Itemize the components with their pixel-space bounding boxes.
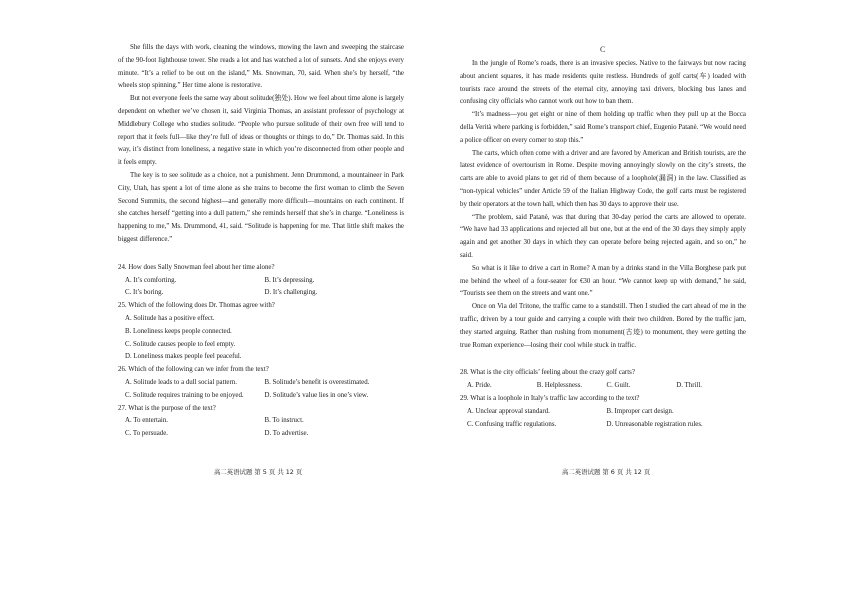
passage-paragraph: Once on Via del Tritone, the traffic came to a standstill. Then I studied the cart ahead of me in the traffic, driven by a tour guide and carrying a couple with their two children. Bored by the traffic jam, they started arguing. Rather than rushing from monument(古迹) to monument, they were getting the true Roman experience—losing their cool while stuck in traffic. bbox=[460, 303, 746, 349]
option-d[interactable]: D. To advertise. bbox=[264, 430, 309, 438]
question-stem: 25. Which of the following does Dr. Thomas agree with? bbox=[118, 302, 275, 310]
option-a[interactable]: A. Solitude leads to a dull social pattern. bbox=[125, 378, 237, 386]
passage-paragraph: The carts, which often come with a driver and are favored by American and British tourists, are the latest evidence of overtourism in Rome. Despite moving annoyingly slowly on the city’s streets, the carts are able to avoid plans to get rid of them because of a loophole(漏洞) in the law. Classified as “non-typical vehicles” under Article 59 of the Italian Highway Code, the golf carts must be registered by their operators at the town hall, which then has 30 days to approve their use. bbox=[460, 149, 746, 208]
question-27 bbox=[118, 403, 404, 441]
option-b[interactable]: B. Improper cart design. bbox=[606, 407, 674, 415]
page-footer: 高二英语试题 第 6 页 共 12 页 bbox=[562, 468, 651, 476]
page-5 bbox=[118, 42, 404, 441]
option-c[interactable]: C. Solitude causes people to feel empty. bbox=[125, 340, 236, 348]
question-28 bbox=[460, 367, 746, 393]
option-d[interactable]: D. Loneliness makes people feel peaceful. bbox=[125, 353, 242, 361]
option-b[interactable]: B. To instruct. bbox=[264, 417, 304, 425]
option-b[interactable]: B. Loneliness keeps people connected. bbox=[125, 327, 232, 335]
option-b[interactable]: B. Helplessness. bbox=[536, 382, 583, 390]
option-c[interactable]: C. Guilt. bbox=[606, 382, 631, 390]
question-stem: 29. What is a loophole in Italy’s traffic law according to the text? bbox=[460, 394, 640, 402]
option-a[interactable]: A. Pride. bbox=[467, 382, 492, 390]
passage-paragraph: The key is to see solitude as a choice, not a punishment. Jenn Drummond, a mountaineer in Park City, Utah, has spent a lot of time alone as she trains to become the first woman to climb the Seven Second Summits, the second highest—and generally more difficult—mountains on each continent. If she catches herself “getting into a dull pattern,” she reminds herself that she’s in charge. “Loneliness is happening to me,” Ms. Drummond, 41, said. “Solitude is happening for me. That little shift makes the biggest difference.” bbox=[118, 171, 404, 243]
option-a[interactable]: A. To entertain. bbox=[125, 417, 169, 425]
passage-paragraph: “It’s madness—you get eight or nine of them holding up traffic when they pull up at the Bocca della Verità where parking is forbidden,” said Rome’s transport chief, Eugenio Patanè. “We would need a police officer on every corner to stop this.” bbox=[460, 111, 746, 144]
passage-paragraph: But not everyone feels the same way about solitude(独处). How we feel about time alone is largely dependent on whether we’ve chosen it, said Virginia Thomas, an assistant professor of psychology at Middlebury College who studies solitude. “People who pursue solitude of their own free will tend to report that it feels full—like they’re full of ideas or thoughts or things to do,” Dr. Thomas said. In this way, it’s distinct from loneliness, a negative state in which you’re disconnected from other people and it feels empty. bbox=[118, 95, 404, 167]
option-d[interactable]: D. Thrill. bbox=[676, 382, 702, 390]
option-b[interactable]: B. Solitude’s benefit is overestimated. bbox=[264, 378, 370, 386]
option-c[interactable]: C. Confusing traffic regulations. bbox=[467, 420, 557, 428]
option-d[interactable]: D. Solitude’s value lies in one’s view. bbox=[264, 391, 369, 399]
question-stem: 27. What is the purpose of the text? bbox=[118, 404, 216, 412]
option-b[interactable]: B. It’s depressing. bbox=[264, 276, 315, 284]
option-d[interactable]: D. It’s challenging. bbox=[264, 289, 318, 297]
passage-paragraph: In the jungle of Rome’s roads, there is an invasive species. Native to the fairways but now racing about ancient squares, it has made residents quite restless. Hundreds of golf carts(车) loaded with tourists race around the streets of the eternal city, annoying taxi drivers, blocking bus lanes and confusing city officials who cannot work out how to ban them. bbox=[460, 60, 746, 106]
question-stem: 24. How does Sally Snowman feel about her time alone? bbox=[118, 263, 275, 271]
question-stem: 28. What is the city officials’ feeling about the crazy golf carts? bbox=[460, 369, 635, 377]
option-a[interactable]: A. It’s comforting. bbox=[125, 276, 177, 284]
page-6 bbox=[460, 58, 746, 431]
passage-paragraph: So what is it like to drive a cart in Rome? A man by a drinks stand in the Villa Borghese park put me behind the wheel of a four-seater for €30 an hour. “We cannot keep up with demand,” he said, “Tourists see them on the streets and want one.” bbox=[460, 264, 746, 298]
option-a[interactable]: A. Solitude has a positive effect. bbox=[125, 314, 215, 322]
option-c[interactable]: C. It’s boring. bbox=[125, 289, 164, 297]
question-29 bbox=[460, 393, 746, 431]
passage-paragraph: “The problem, said Patanè, was that during that 30-day period the carts are allowed to operate. “We have had 33 applications and rejected all but one, but at the end of the 30 days they simply apply again and get another 30 days in which they can operate before being rejected again, and so on,” he said. bbox=[460, 213, 746, 259]
option-c[interactable]: C. Solitude requires training to be enjoyed. bbox=[125, 391, 244, 399]
question-stem: 26. Which of the following can we infer from the text? bbox=[118, 366, 269, 374]
option-c[interactable]: C. To persuade. bbox=[125, 430, 169, 438]
option-a[interactable]: A. Unclear approval standard. bbox=[467, 407, 550, 415]
page-footer: 高二英语试题 第 5 页 共 12 页 bbox=[214, 468, 303, 476]
passage-paragraph: She fills the days with work, cleaning the windows, mowing the lawn and sweeping the staircase of the 90-foot lighthouse tower. She reads a lot and has watched a lot of sunsets. And she enjoys every minute. “It’s a relief to be out on the island,” Ms. Snowman, 70, said. When she’s by herself, “the wheels stop spinning.” Her time alone is restorative. bbox=[118, 44, 404, 90]
option-d[interactable]: D. Unreasonable registration rules. bbox=[606, 420, 703, 428]
question-24 bbox=[118, 262, 404, 300]
question-26 bbox=[118, 364, 404, 402]
question-25 bbox=[118, 300, 404, 364]
section-mark: C bbox=[600, 45, 606, 54]
